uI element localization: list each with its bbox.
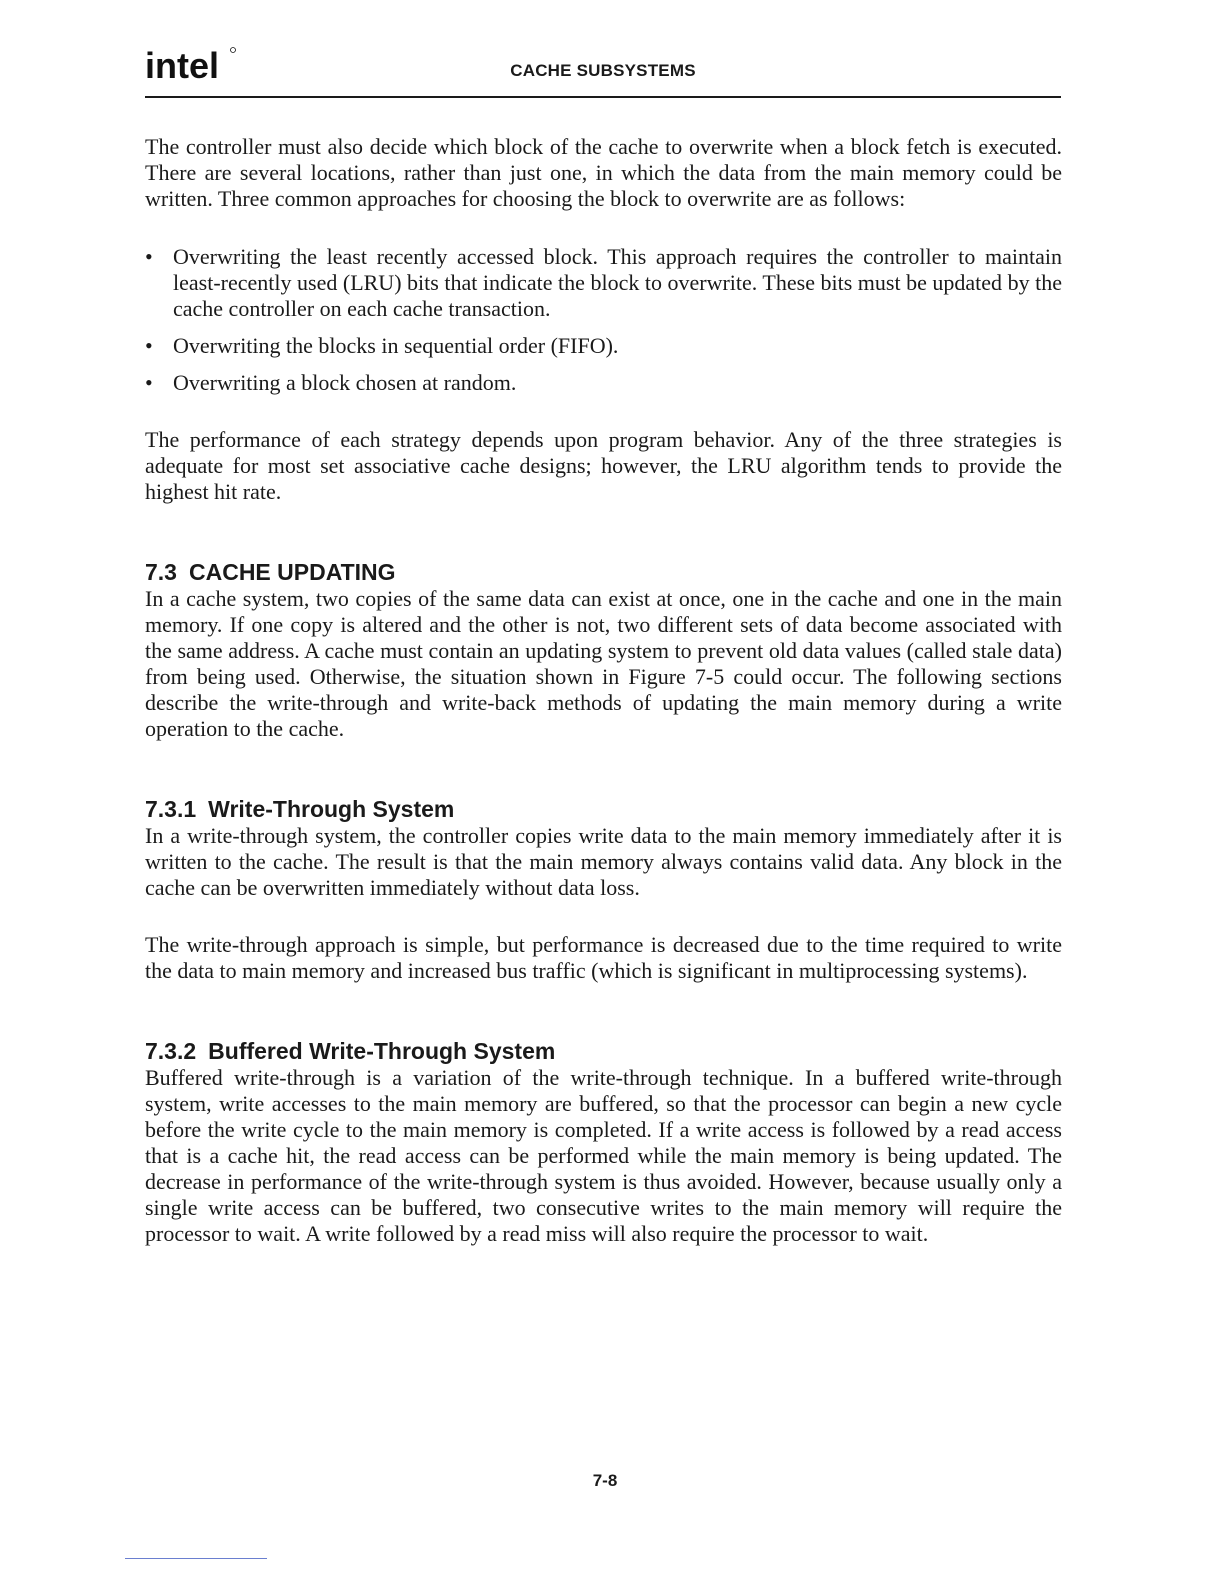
strategy-list [145, 244, 1062, 396]
section-title: Buffered Write-Through System [208, 1038, 556, 1064]
bullet-icon: • [145, 244, 153, 269]
list-item [145, 244, 1062, 322]
list-item [145, 370, 1062, 396]
section-heading-7-3-1 [145, 795, 1062, 823]
section-7-3-2-paragraph: Buffered write-through is a variation of the write-through technique. In a buffered write-through system, write accesses to the main memory are buffered, so that the processor can begin a new cycle before the write cycle to the main memory is completed. If a write access is followed by a read access that is a cache hit, the read access can be performed while the main memory is being updated. The decrease in performance of the write-through system is thus avoided. However, because usually only a single write access can be buffered, two consecutive writes to the main memory will require the processor to wait. A write followed by a read miss will also require the processor to wait. [145, 1065, 1062, 1246]
bullet-icon: • [145, 370, 153, 395]
list-item-text: Overwriting the blocks in sequential order (FIFO). [173, 333, 619, 358]
section-title: CACHE UPDATING [188, 559, 396, 585]
intro-paragraph: The controller must also decide which block of the cache to overwrite when a block fetch is executed. There are several locations, rather than just one, in which the data from the main memory could be written. Three common approaches for choosing the block to overwrite are as follows: [145, 134, 1062, 211]
section-number: 7.3.1 [145, 796, 197, 822]
list-item-text: Overwriting the least recently accessed block. This approach requires the controller to maintain least-recently used (LRU) bits that indicate the block to overwrite. These bits must be updated by the cache controller on each cache transaction. [173, 244, 1062, 321]
section-number: 7.3.2 [145, 1038, 197, 1064]
closing-paragraph: The performance of each strategy depends upon program behavior. Any of the three strategies is adequate for most set associative cache designs; however, the LRU algorithm tends to provide the highest hit rate. [145, 427, 1062, 504]
section-7-3-1-paragraph-1: In a write-through system, the controller copies write data to the main memory immediately after it is written to the cache. The result is that the main memory always contains valid data. Any block in the cache can be overwritten immediately without data loss. [145, 823, 1062, 900]
list-item-text: Overwriting a block chosen at random. [173, 370, 517, 395]
section-heading-7-3-2 [145, 1037, 1062, 1065]
page-number: 7-8 [592, 1471, 618, 1490]
bullet-icon: • [145, 333, 153, 358]
footer-rule [125, 1558, 267, 1559]
page-header [145, 40, 1061, 98]
section-7-3-paragraph: In a cache system, two copies of the same data can exist at once, one in the cache and one in the main memory. If one copy is altered and the other is not, two different sets of data become associated with the same address. A cache must contain an updating system to prevent old data values (called stale data) from being used. Otherwise, the situation shown in Figure 7-5 could occur. The following sections describe the write-through and write-back methods of updating the main memory during a write operation to the cache. [145, 586, 1062, 741]
page-body [145, 134, 1062, 1247]
running-head: CACHE SUBSYSTEMS [510, 61, 696, 80]
intel-logo-text: intel [145, 45, 220, 86]
section-title: Write-Through System [208, 796, 455, 822]
section-number: 7.3 [145, 559, 177, 585]
list-item [145, 333, 1062, 359]
section-heading-7-3 [145, 558, 1062, 586]
section-7-3-1-paragraph-2: The write-through approach is simple, but performance is decreased due to the time required to write the data to main memory and increased bus traffic (which is significant in multiprocessing systems). [145, 932, 1062, 983]
